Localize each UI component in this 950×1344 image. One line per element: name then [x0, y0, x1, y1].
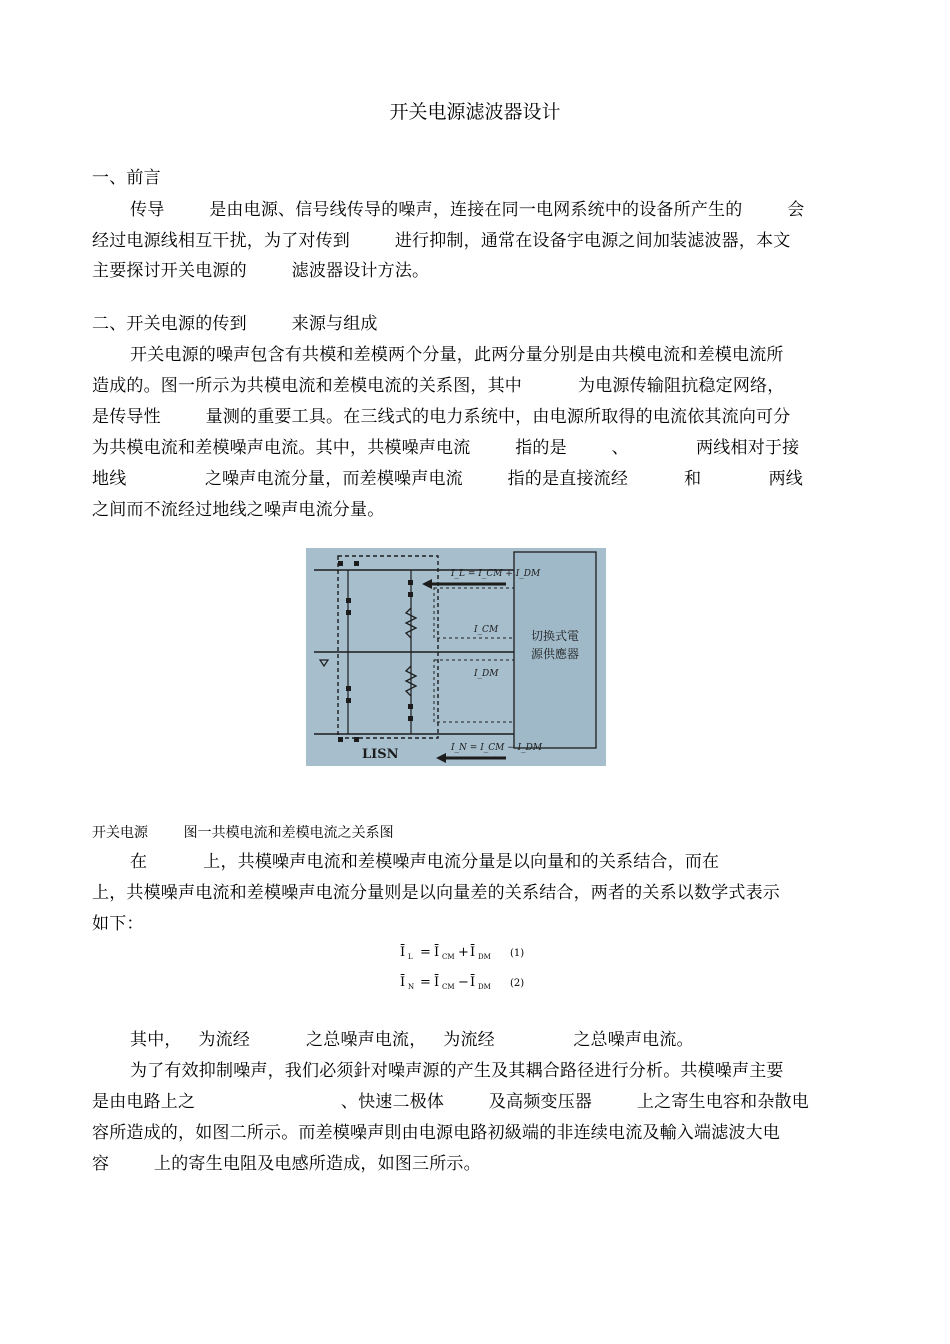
f2-rhs1: Ī — [434, 975, 440, 990]
eq-bottom-label: I_N = I_CM − I_DM — [451, 743, 543, 753]
paragraph-line: 之间而不流经过地线之噪声电流分量。 — [92, 500, 385, 520]
f1-rhs1: Ī — [434, 945, 440, 960]
paragraph-line: 容所造成的，如图二所示。而差模噪声則由电源电路初級端的非连续电流及輸入端滤波大电 — [92, 1123, 780, 1143]
box-label-2: 源供應器 — [530, 647, 580, 661]
icm-label: I_CM — [474, 625, 499, 635]
svg-text:=: = — [420, 975, 431, 990]
f2-lhs: Ī — [400, 975, 406, 990]
paragraph-line: 容 上的寄生电阻及电感所造成，如图三所示。 — [92, 1154, 481, 1174]
paragraph-line: 经过电源线相互干扰，为了对传到 进行抑制，通常在设备宇电源之间加装滤波器，本文 — [92, 231, 791, 251]
paragraph-line: 主要探讨开关电源的 滤波器设计方法。 — [92, 261, 430, 281]
f1-number: (1) — [510, 948, 525, 959]
paragraph-line: 传导 是由电源、信号线传导的噪声，连接在同一电网系统中的设备所产生的 会 — [130, 200, 805, 220]
f1-rhs2: Ī — [470, 945, 476, 960]
eq-top-label: I_L = I_CM + I_DM — [451, 569, 541, 579]
f2-rhs2-sub: DM — [478, 983, 491, 991]
section-heading-intro: 一、前言 — [92, 168, 161, 188]
paragraph-line: 造成的。图一所示为共模电流和差模电流的关系图，其中 为电源传输阻抗稳定网络， — [92, 376, 785, 396]
box-label-1: 切换式電 — [530, 629, 580, 643]
formula-svg — [400, 938, 540, 998]
paragraph-line: 为共模电流和差模噪声电流。其中，共模噪声电流 指的是 、 两线相对于接 — [92, 438, 800, 458]
idm-label: I_DM — [474, 669, 499, 679]
f1-lhs-sub: L — [408, 953, 413, 961]
paragraph-line: 地线 之噪声电流分量，而差模噪声电流 指的是直接流经 和 两线 — [92, 469, 803, 489]
paragraph-line: 上，共模噪声电流和差模噪声电流分量则是以向量差的关系结合，两者的关系以数学式表示 — [92, 883, 780, 903]
f2-op: − — [458, 975, 469, 990]
paragraph-line: 其中， 为流经 之总噪声电流， 为流经 之总噪声电流。 — [130, 1030, 694, 1050]
circuit-diagram — [306, 548, 606, 766]
paragraph-line: 如下： — [92, 914, 144, 934]
paragraph-line: 是由电路上之 、快速二极体 及高频变压器 上之寄生电容和杂散电 — [92, 1092, 809, 1112]
f1-lhs: Ī — [400, 945, 406, 960]
paragraph-line: 为了有效抑制噪声，我们必须針对噪声源的产生及其耦合路径进行分析。共模噪声主要 — [130, 1061, 784, 1081]
f1-rhs1-sub: CM — [442, 953, 455, 961]
paragraph-line: 在 上，共模噪声电流和差模噪声电流分量是以向量和的关系结合，而在 — [130, 852, 720, 872]
f2-rhs1-sub: CM — [442, 983, 455, 991]
figure-caption: 开关电源 图一共模电流和差模电流之关系图 — [92, 825, 394, 841]
document-title: 开关电源滤波器设计 — [389, 101, 561, 123]
f2-rhs2: Ī — [470, 975, 476, 990]
figure-cm-dm-diagram — [306, 548, 606, 766]
formula-block — [400, 938, 540, 998]
f2-number: (2) — [510, 978, 525, 989]
section-heading-sources: 二、开关电源的传到 来源与组成 — [92, 314, 378, 334]
f1-rhs2-sub: DM — [478, 953, 491, 961]
svg-text:=: = — [420, 945, 431, 960]
f2-lhs-sub: N — [408, 983, 415, 991]
paragraph-line: 是传导性 量测的重要工具。在三线式的电力系统中，由电源所取得的电流依其流向可分 — [92, 407, 791, 427]
f1-op: + — [458, 945, 469, 960]
lisn-label: LISN — [362, 747, 399, 762]
paragraph-line: 开关电源的噪声包含有共模和差模两个分量，此两分量分别是由共模电流和差模电流所 — [130, 345, 784, 365]
